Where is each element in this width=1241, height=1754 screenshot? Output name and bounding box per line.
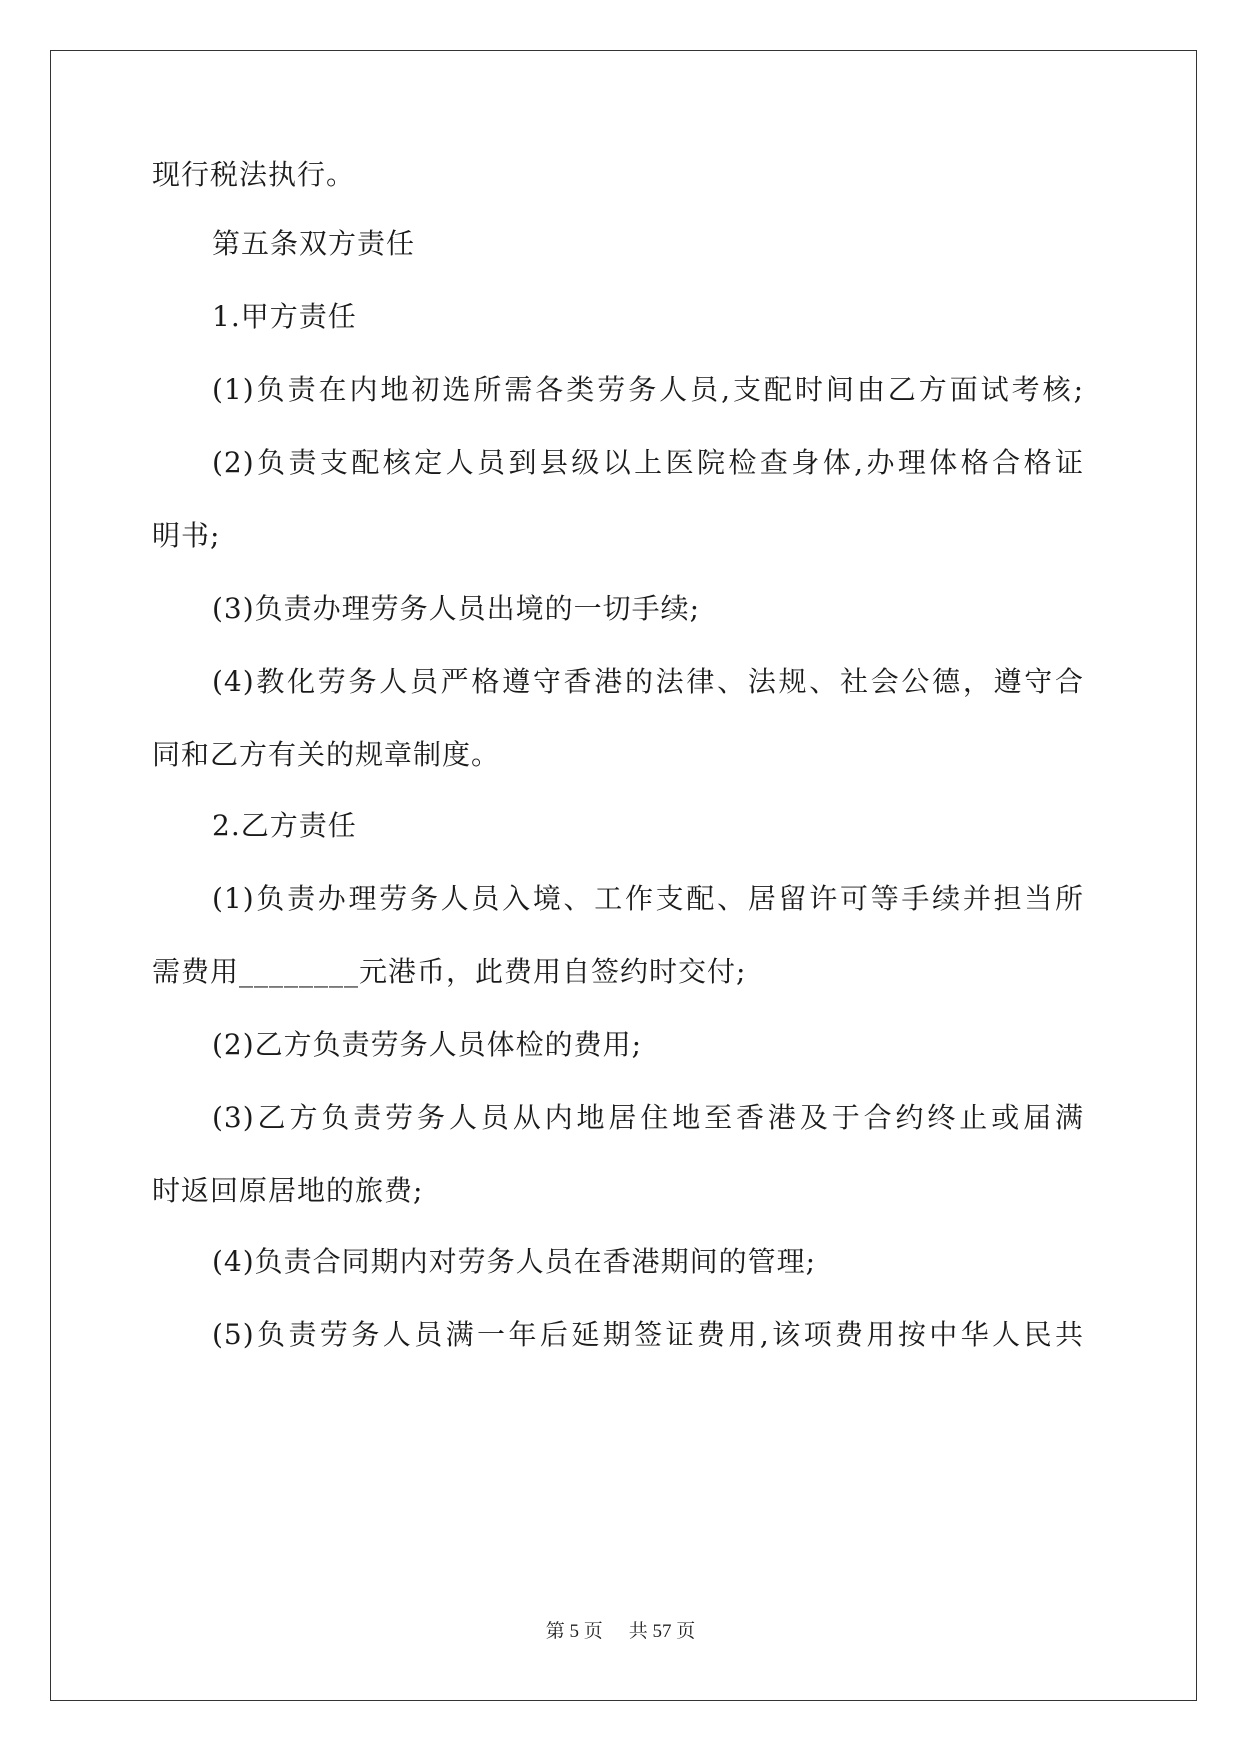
text-line: (4)教化劳务人员严格遵守香港的法律、法规、社会公德，遵守合 — [212, 665, 1084, 698]
text-line: (1)负责在内地初选所需各类劳务人员,支配时间由乙方面试考核; — [212, 373, 1084, 406]
text-line: (5)负责劳务人员满一年后延期签证费用,该项费用按中华人民共 — [212, 1318, 1084, 1351]
text-line: 需费用________元港币，此费用自签约时交付; — [152, 955, 747, 988]
section-heading: 第五条双方责任 — [212, 227, 416, 260]
subsection-heading: 2.乙方责任 — [212, 809, 357, 842]
page-footer — [0, 1620, 1241, 1644]
text-line: (4)负责合同期内对劳务人员在香港期间的管理; — [212, 1245, 817, 1278]
text-line: (3)乙方负责劳务人员从内地居住地至香港及于合约终止或届满 — [212, 1101, 1084, 1134]
text-line: (2)负责支配核定人员到县级以上医院检查身体,办理体格合格证 — [212, 446, 1084, 479]
page-number-total: 共 57 页 — [628, 1621, 696, 1642]
text-line: 同和乙方有关的规章制度。 — [152, 738, 501, 771]
text-line: 明书; — [152, 519, 221, 552]
text-line: (1)负责办理劳务人员入境、工作支配、居留许可等手续并担当所 — [212, 882, 1084, 915]
text-line: 现行税法执行。 — [152, 158, 356, 191]
subsection-heading: 1.甲方责任 — [212, 300, 357, 333]
text-line: (3)负责办理劳务人员出境的一切手续; — [212, 592, 701, 625]
page-number-current: 第 5 页 — [545, 1621, 603, 1642]
text-line: (2)乙方负责劳务人员体检的费用; — [212, 1028, 643, 1061]
text-line: 时返回原居地的旅费; — [152, 1174, 424, 1207]
